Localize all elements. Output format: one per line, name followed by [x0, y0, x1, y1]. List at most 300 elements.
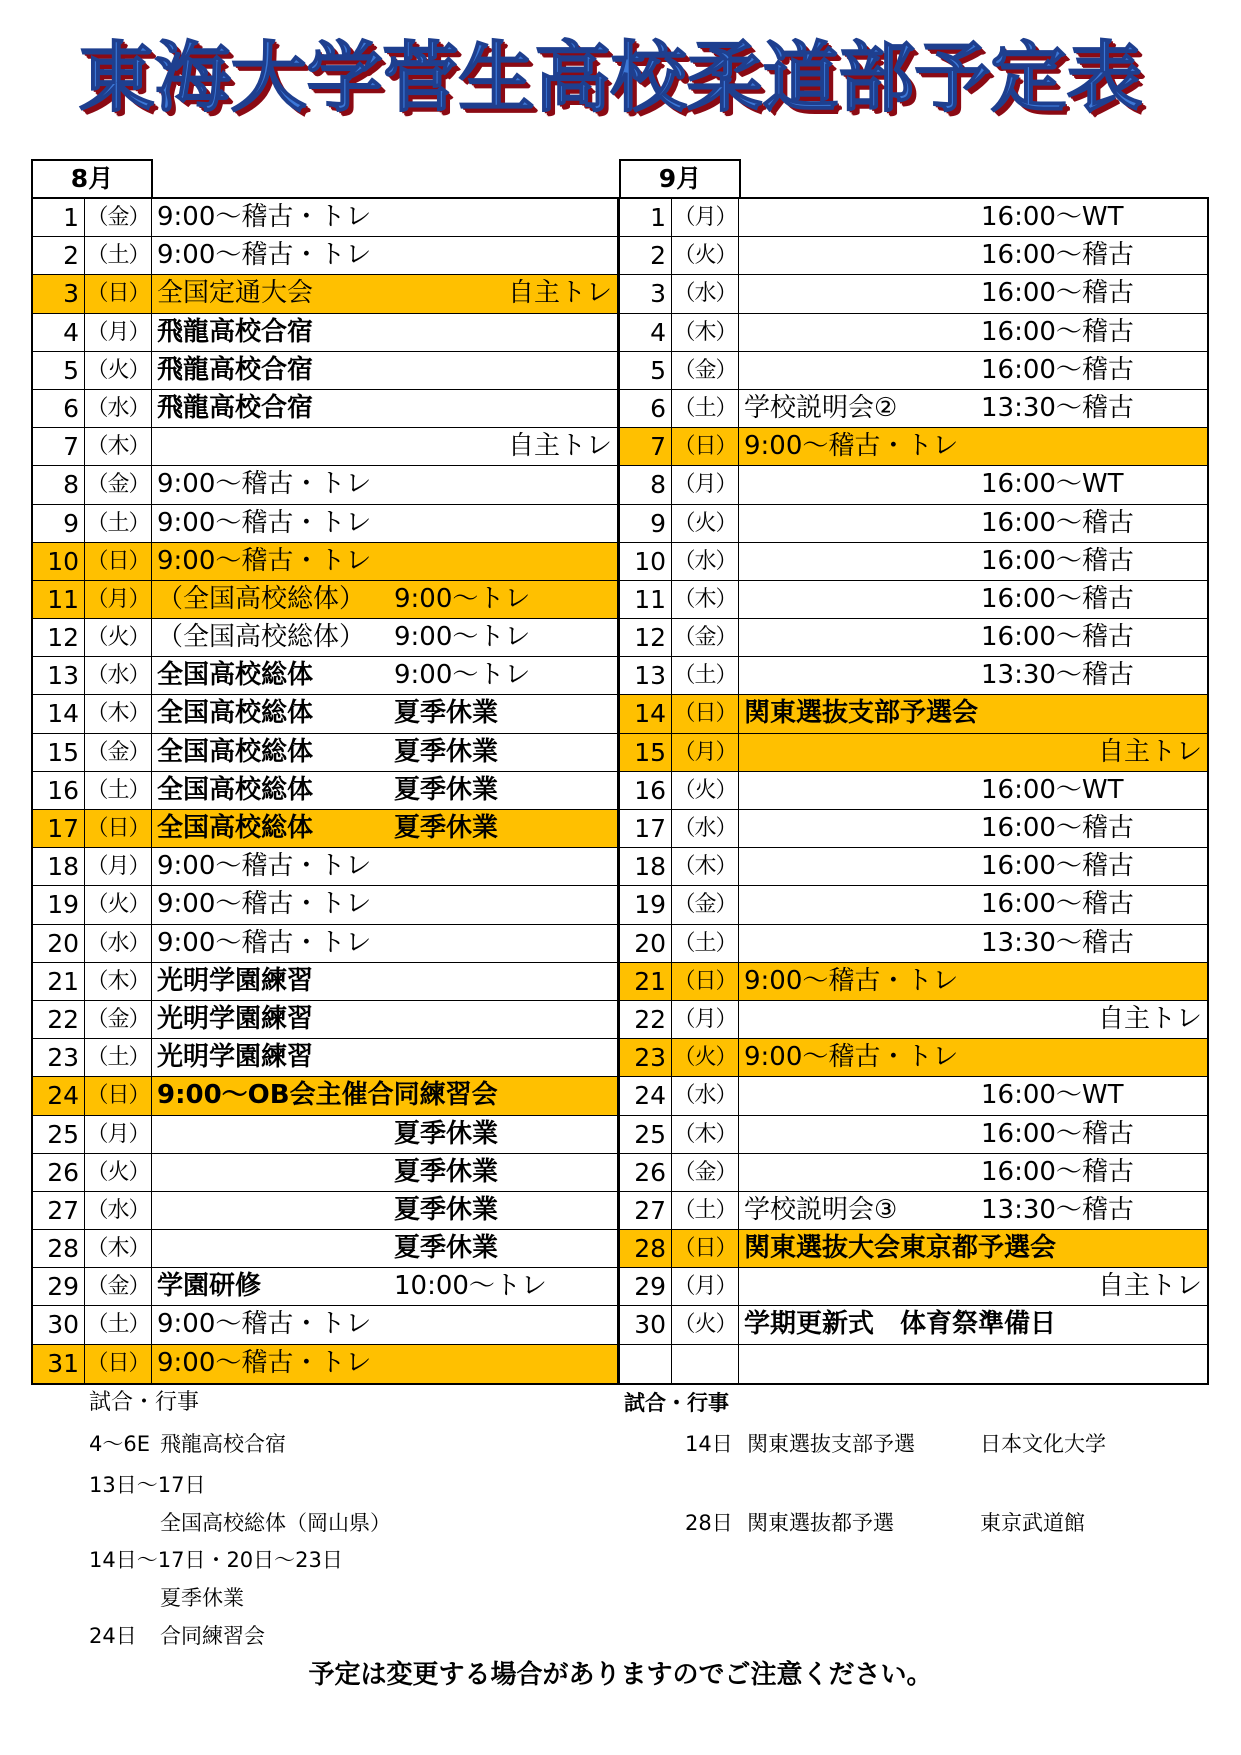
weekday: [672, 1345, 739, 1383]
schedule-row: [33, 925, 617, 963]
august-schedule-table: [31, 159, 619, 1385]
day-number: 28: [620, 1230, 672, 1267]
day-number: 14: [620, 695, 672, 732]
schedule-row: [620, 543, 1207, 581]
schedule-entry-cell: [152, 505, 617, 542]
event-name: 合同練習会: [160, 1624, 265, 1648]
month-label: 9月: [619, 159, 741, 197]
day-number: 30: [33, 1306, 85, 1343]
weekday: （土）: [85, 772, 152, 809]
schedule-time: 夏季休業: [394, 1233, 499, 1264]
weekday: （土）: [672, 657, 739, 694]
weekday: （金）: [85, 199, 152, 236]
schedule-entry: 学期更新式 体育祭準備日: [744, 1309, 1057, 1340]
schedule-row: [33, 734, 617, 772]
schedule-entry-cell: [152, 695, 617, 732]
schedule-entry-cell: [739, 466, 1207, 503]
schedule-time: 16:00～WT: [981, 469, 1124, 500]
schedule-entry-cell: [739, 505, 1207, 542]
weekday: （水）: [672, 543, 739, 580]
day-number: 19: [33, 886, 85, 923]
event-note: [0, 1621, 1241, 1651]
schedule-entry-cell: [739, 543, 1207, 580]
schedule-entry-cell: [739, 734, 1207, 771]
schedule-entry-cell: [739, 886, 1207, 923]
schedule-entry-cell: [739, 581, 1207, 618]
day-number: 26: [33, 1154, 85, 1191]
weekday: （金）: [672, 352, 739, 389]
weekday: （日）: [85, 1345, 152, 1383]
weekday: （金）: [672, 886, 739, 923]
schedule-entry: 9:00～稽古・トレ: [744, 431, 959, 462]
weekday: （水）: [85, 390, 152, 427]
schedule-entry-cell: [152, 1001, 617, 1038]
day-number: 14: [33, 695, 85, 732]
weekday: （水）: [672, 275, 739, 312]
weekday: （月）: [85, 848, 152, 885]
schedule-entry: 全国高校総体: [157, 698, 314, 729]
weekday: （木）: [85, 1230, 152, 1267]
weekday: （日）: [672, 428, 739, 465]
schedule-entry-cell: [739, 237, 1207, 274]
schedule-time: 16:00～稽古: [981, 889, 1134, 920]
schedule-entry: 飛龍高校合宿: [157, 392, 314, 423]
schedule-row: [620, 505, 1207, 543]
schedule-row-blank: [620, 1345, 1207, 1383]
schedule-row: [33, 199, 617, 237]
schedule-row: [33, 543, 617, 581]
weekday: （月）: [672, 466, 739, 503]
schedule-entry: 9:00～稽古・トレ: [157, 1309, 372, 1340]
weekday: （土）: [672, 925, 739, 962]
day-number: 16: [33, 772, 85, 809]
weekday: （木）: [85, 695, 152, 732]
event-venue: 日本文化大学: [980, 1432, 1106, 1456]
schedule-entry: 9:00～稽古・トレ: [744, 1042, 959, 1073]
schedule-time: 16:00～WT: [981, 202, 1124, 232]
schedule-entry-cell: [152, 199, 617, 236]
schedule-entry-cell: [739, 1306, 1207, 1343]
schedule-entry: 学園研修: [157, 1271, 262, 1302]
schedule-entry: 学校説明会②: [744, 392, 898, 423]
schedule-row: [620, 390, 1207, 428]
schedule-entry-cell: [739, 1154, 1207, 1191]
schedule-row: [33, 581, 617, 619]
day-number: 5: [33, 352, 85, 389]
day-number: 23: [620, 1039, 672, 1076]
schedule-entry-cell: [152, 543, 617, 580]
weekday: （火）: [672, 1306, 739, 1343]
event-note: [0, 1470, 1241, 1500]
schedule-entry-cell: [152, 581, 617, 618]
schedule-row: [620, 1230, 1207, 1268]
event-venue: 東京武道館: [980, 1511, 1085, 1535]
day-number: 25: [33, 1116, 85, 1153]
weekday: （金）: [85, 1268, 152, 1305]
event-name: 夏季休業: [160, 1586, 244, 1610]
schedule-entry-cell: [152, 352, 617, 389]
schedule-entry-cell: [739, 275, 1207, 312]
schedule-row: [620, 1039, 1207, 1077]
day-number: 25: [620, 1116, 672, 1153]
schedule-entry-cell: [739, 352, 1207, 389]
weekday: （月）: [85, 581, 152, 618]
schedule-entry: 9:00～稽古・トレ: [157, 507, 372, 538]
weekday: （水）: [85, 657, 152, 694]
schedule-time: 13:30～稽古: [981, 1194, 1134, 1225]
schedule-row: [33, 352, 617, 390]
weekday: （火）: [85, 886, 152, 923]
weekday: （日）: [672, 695, 739, 732]
event-name: 飛龍高校合宿: [160, 1432, 286, 1456]
day-number: 9: [33, 505, 85, 542]
weekday: （日）: [672, 963, 739, 1000]
schedule-entry-cell: [152, 886, 617, 923]
schedule-entry-cell: [739, 428, 1207, 465]
day-number: 26: [620, 1154, 672, 1191]
schedule-time: 13:30～稽古: [981, 927, 1134, 958]
events-heading: 試合・行事: [89, 1390, 200, 1415]
day-number: 8: [33, 466, 85, 503]
schedule-entry-cell: [152, 1268, 617, 1305]
schedule-entry: 9:00～稽古・トレ: [157, 889, 372, 920]
day-number: 18: [33, 848, 85, 885]
schedule-entry-cell: [152, 925, 617, 962]
schedule-entry-cell: [152, 237, 617, 274]
day-number: 31: [33, 1345, 85, 1383]
day-number: 27: [620, 1192, 672, 1229]
day-number: 17: [33, 810, 85, 847]
schedule-entry-cell: [152, 1345, 617, 1383]
month-label: 8月: [31, 159, 153, 197]
schedule-entry: 9:00～稽古・トレ: [157, 851, 372, 882]
weekday: （土）: [85, 1039, 152, 1076]
schedule-row: [33, 1077, 617, 1115]
schedule-row: [620, 848, 1207, 886]
day-number: 19: [620, 886, 672, 923]
schedule-entry-cell: [152, 1039, 617, 1076]
day-number: 21: [33, 963, 85, 1000]
weekday: （金）: [85, 1001, 152, 1038]
schedule-row: [33, 237, 617, 275]
schedule-entry: 全国高校総体: [157, 660, 314, 691]
weekday: （日）: [85, 1077, 152, 1114]
day-number: 20: [620, 925, 672, 962]
event-note: [0, 1508, 1241, 1538]
schedule-row: [620, 734, 1207, 772]
schedule-time: 16:00～稽古: [981, 278, 1134, 309]
schedule-row: [33, 1039, 617, 1077]
weekday: （日）: [672, 1230, 739, 1267]
table-header: [31, 159, 619, 197]
schedule-entry: 光明学園練習: [157, 965, 314, 996]
day-number: 22: [620, 1001, 672, 1038]
day-number: 6: [620, 390, 672, 427]
schedule-entry-cell: [152, 314, 617, 351]
schedule-entry-cell: [152, 1230, 617, 1267]
day-number: 9: [620, 505, 672, 542]
day-number: 27: [33, 1192, 85, 1229]
schedule-time: 16:00～稽古: [981, 354, 1134, 385]
schedule-row: [33, 1001, 617, 1039]
day-number: 1: [620, 199, 672, 236]
schedule-note: 自主トレ: [1097, 736, 1202, 767]
weekday: （火）: [85, 1154, 152, 1191]
schedule-time: 9:00～トレ: [394, 622, 531, 653]
schedule-entry-cell: [739, 1230, 1207, 1267]
day-number: 4: [33, 314, 85, 351]
schedule-row: [620, 1116, 1207, 1154]
september-schedule-table: [619, 159, 1209, 1385]
schedule-row: [620, 1001, 1207, 1039]
schedule-time: 13:30～稽古: [981, 392, 1134, 423]
event-date: 14日: [685, 1432, 733, 1456]
schedule-entry-cell: [739, 314, 1207, 351]
schedule-entry: 光明学園練習: [157, 1042, 314, 1073]
schedule-entry: 学校説明会③: [744, 1194, 898, 1225]
weekday: （日）: [85, 810, 152, 847]
schedule-entry-cell: [739, 390, 1207, 427]
schedule-entry-cell: [739, 810, 1207, 847]
weekday: （水）: [85, 925, 152, 962]
schedule-row: [33, 466, 617, 504]
schedule-entry: 9:00～稽古・トレ: [157, 545, 372, 576]
schedule-entry-cell: [739, 1192, 1207, 1229]
schedule-row: [33, 1154, 617, 1192]
schedule-row: [33, 1192, 617, 1230]
schedule-entry: 飛龍高校合宿: [157, 354, 314, 385]
schedule-row: [620, 695, 1207, 733]
weekday: （火）: [85, 352, 152, 389]
schedule-row: [33, 275, 617, 313]
day-number: 10: [33, 543, 85, 580]
weekday: （土）: [672, 390, 739, 427]
schedule-row: [620, 428, 1207, 466]
schedule-entry: 全国高校総体: [157, 813, 314, 843]
schedule-entry-cell: [739, 657, 1207, 694]
schedule-entry-cell: [739, 695, 1207, 732]
day-number: 11: [33, 581, 85, 618]
schedule-row: [620, 657, 1207, 695]
day-number: 15: [33, 734, 85, 771]
schedule-time: 9:00～トレ: [394, 660, 531, 691]
schedule-note: 自主トレ: [507, 431, 612, 462]
event-date: 14日～17日・20日～23日: [89, 1548, 343, 1572]
weekday: （月）: [672, 734, 739, 771]
footer-notice: 予定は変更する場合がありますのでご注意ください。: [308, 1660, 933, 1690]
schedule-note: 自主トレ: [1097, 1003, 1202, 1034]
schedule-entry-cell: [739, 925, 1207, 962]
schedule-time: 10:00～トレ: [394, 1271, 547, 1302]
day-number: 8: [620, 466, 672, 503]
weekday: （土）: [85, 237, 152, 274]
schedule-time: 16:00～稽古: [981, 1156, 1134, 1187]
schedule-row: [620, 237, 1207, 275]
events-heading-line: [0, 1388, 1241, 1418]
schedule-entry-cell: [152, 963, 617, 1000]
weekday: （火）: [85, 619, 152, 656]
schedule-entry: （全国高校総体）: [157, 622, 366, 653]
schedule-row: [33, 1230, 617, 1268]
schedule-entry: 9:00～稽古・トレ: [157, 240, 372, 271]
day-number: 2: [620, 237, 672, 274]
schedule-entry-cell: [739, 1039, 1207, 1076]
schedule-entry-cell: [739, 199, 1207, 236]
schedule-row: [33, 963, 617, 1001]
schedule-entry-cell: [739, 1345, 1207, 1383]
weekday: （水）: [672, 810, 739, 847]
schedule-entry-cell: [739, 1116, 1207, 1153]
weekday: （金）: [85, 734, 152, 771]
schedule-row: [33, 428, 617, 466]
schedule-entry-cell: [152, 1116, 617, 1153]
schedule-entry-cell: [152, 1077, 617, 1114]
day-number: 21: [620, 963, 672, 1000]
schedule-time: 13:30～稽古: [981, 660, 1134, 691]
schedule-entry-cell: [152, 1192, 617, 1229]
schedule-entry-cell: [152, 619, 617, 656]
day-number: 7: [33, 428, 85, 465]
schedule-row: [33, 1268, 617, 1306]
weekday: （金）: [85, 466, 152, 503]
day-number: [620, 1345, 672, 1383]
schedule-entry-cell: [152, 390, 617, 427]
day-number: 11: [620, 581, 672, 618]
schedule-time: 夏季休業: [394, 813, 499, 843]
day-number: 13: [620, 657, 672, 694]
events-heading: 試合・行事: [624, 1391, 729, 1415]
day-number: 28: [33, 1230, 85, 1267]
schedule-entry-cell: [739, 848, 1207, 885]
weekday: （火）: [672, 1039, 739, 1076]
schedule-row: [33, 848, 617, 886]
schedule-time: 16:00～稽古: [981, 851, 1134, 882]
schedule-rows: [619, 197, 1209, 1385]
day-number: 6: [33, 390, 85, 427]
schedule-note: 自主トレ: [1097, 1271, 1202, 1302]
weekday: （木）: [85, 428, 152, 465]
schedule-row: [620, 199, 1207, 237]
day-number: 3: [33, 275, 85, 312]
day-number: 12: [620, 619, 672, 656]
schedule-entry-cell: [152, 848, 617, 885]
schedule-row: [620, 619, 1207, 657]
weekday: （日）: [85, 543, 152, 580]
day-number: 22: [33, 1001, 85, 1038]
schedule-row: [33, 314, 617, 352]
schedule-row: [620, 1192, 1207, 1230]
weekday: （木）: [672, 314, 739, 351]
schedule-time: 夏季休業: [394, 1118, 499, 1149]
schedule-row: [620, 1268, 1207, 1306]
weekday: （土）: [85, 1306, 152, 1343]
event-name: 関東選抜支部予選: [747, 1432, 915, 1456]
schedule-entry-cell: [152, 734, 617, 771]
schedule-entry: 9:00～OB会主催合同練習会: [157, 1080, 498, 1111]
schedule-row: [620, 581, 1207, 619]
weekday: （火）: [672, 237, 739, 274]
page-title: 東海大学菅生高校柔道部予定表: [78, 33, 1143, 122]
schedule-row: [33, 657, 617, 695]
weekday: （水）: [672, 1077, 739, 1114]
table-header: [619, 159, 1209, 197]
weekday: （日）: [85, 275, 152, 312]
schedule-time: 16:00～稽古: [981, 583, 1134, 614]
schedule-entry: 全国定通大会: [157, 278, 314, 309]
schedule-entry-cell: [739, 1001, 1207, 1038]
schedule-row: [620, 963, 1207, 1001]
schedule-entry-cell: [152, 275, 617, 312]
event-note: [0, 1429, 1241, 1459]
schedule-entry: 9:00～稽古・トレ: [157, 927, 372, 958]
schedule-time: 16:00～稽古: [981, 316, 1134, 347]
day-number: 29: [620, 1268, 672, 1305]
schedule-entry: 全国高校総体: [157, 774, 314, 805]
weekday: （月）: [672, 199, 739, 236]
schedule-entry: 関東選抜支部予選会: [744, 698, 979, 729]
event-date: 24日: [89, 1624, 137, 1648]
schedule-entry: 全国高校総体: [157, 736, 314, 767]
schedule-row: [33, 810, 617, 848]
day-number: 29: [33, 1268, 85, 1305]
schedule-time: 9:00～トレ: [394, 583, 531, 614]
day-number: 30: [620, 1306, 672, 1343]
schedule-row: [620, 1077, 1207, 1115]
day-number: 13: [33, 657, 85, 694]
schedule-row: [620, 466, 1207, 504]
schedule-row: [620, 810, 1207, 848]
schedule-entry-cell: [739, 963, 1207, 1000]
schedule-row: [33, 886, 617, 924]
schedule-row: [620, 352, 1207, 390]
schedule-row: [33, 772, 617, 810]
schedule-entry: 9:00～稽古・トレ: [744, 965, 959, 996]
weekday: （金）: [672, 619, 739, 656]
schedule-entry-cell: [739, 772, 1207, 809]
schedule-entry-cell: [152, 657, 617, 694]
schedule-entry: 関東選抜大会東京都予選会: [744, 1233, 1057, 1264]
weekday: （月）: [85, 314, 152, 351]
schedule-row: [620, 925, 1207, 963]
day-number: 24: [33, 1077, 85, 1114]
schedule-time: 16:00～WT: [981, 774, 1124, 805]
schedule-time: 夏季休業: [394, 736, 499, 767]
day-number: 10: [620, 543, 672, 580]
schedule-time: 16:00～稽古: [981, 545, 1134, 576]
event-date: 4～6E: [89, 1432, 150, 1456]
schedule-time: 16:00～稽古: [981, 507, 1134, 538]
schedule-note: 自主トレ: [507, 278, 612, 309]
weekday: （土）: [85, 505, 152, 542]
schedule-entry: （全国高校総体）: [157, 583, 366, 614]
event-name: 関東選抜都予選: [747, 1511, 894, 1535]
day-number: 3: [620, 275, 672, 312]
schedule-time: 16:00～稽古: [981, 240, 1134, 271]
schedule-time: 夏季休業: [394, 698, 499, 729]
day-number: 12: [33, 619, 85, 656]
day-number: 7: [620, 428, 672, 465]
event-note: [0, 1545, 1241, 1575]
schedule-entry-cell: [739, 1268, 1207, 1305]
event-name: 全国高校総体（岡山県）: [160, 1511, 391, 1535]
schedule-entry: 飛龍高校合宿: [157, 316, 314, 347]
schedule-time: 16:00～WT: [981, 1080, 1124, 1111]
schedule-time: 夏季休業: [394, 1156, 499, 1187]
schedule-entry-cell: [152, 772, 617, 809]
schedule-entry-cell: [152, 1154, 617, 1191]
day-number: 17: [620, 810, 672, 847]
schedule-row: [620, 275, 1207, 313]
